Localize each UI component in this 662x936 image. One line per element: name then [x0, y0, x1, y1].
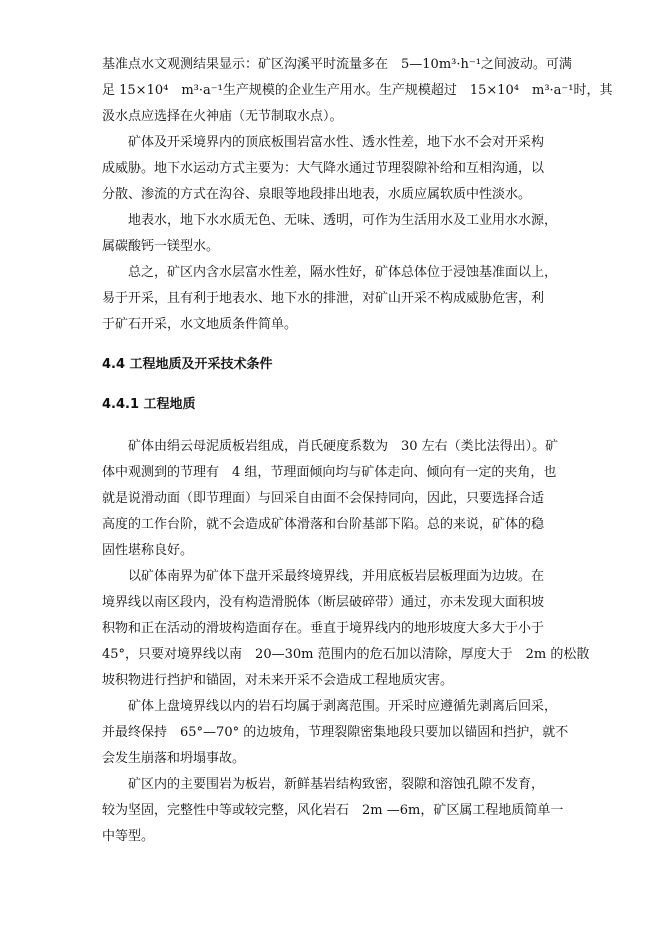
text-line: 以矿体南界为矿体下盘开采最终境界线，并用底板岩层板理面为边坡。在	[128, 569, 545, 584]
text-line: 体中观测到的节理有 4 组，节理面倾向均与矿体走向、倾向有一定的夹角，也	[102, 465, 557, 480]
text-line: 分散、渗流的方式在沟谷、泉眼等地段排出地表，水质应属软质中性淡水。	[102, 187, 532, 202]
text-line: 较为坚固，完整性中等或较完整，风化岩石 2m —6m，矿区属工程地质简单一	[102, 803, 564, 818]
text-line: 矿体上盘境界线以内的岩石均属于剥离范围。开采时应遵循先剥离后回采，	[128, 699, 558, 714]
text-line: 高度的工作台阶，就不会造成矿体滑落和台阶基部下陷。总的来说，矿体的稳	[102, 517, 545, 532]
text-line: 矿体由绢云母泥质板岩组成，肖氏硬度系数为 30 左右（类比法得出）。矿	[128, 439, 559, 454]
text-line: 地表水，地下水水质无色、无味、透明，可作为生活用水及工业用水水源，	[128, 213, 558, 228]
text-line: 45°，只要对境界线以南 20—30m 范围内的危石加以清除，厚度大于 2m 的松散	[102, 647, 590, 662]
text-line: 足 15×10⁴ m³·a⁻¹生产规模的企业生产用水。生产规模超过 15×10⁴ m³·a⁻¹时，其	[102, 83, 613, 98]
text-line: 固性堪称良好。	[102, 543, 194, 558]
text-line: 成威胁。地下水运动方式主要为：大气降水通过节理裂隙补给和互相沟通，以	[102, 161, 545, 176]
text-line: 并最终保持 65°—70° 的边坡角，节理裂隙密集地段只要加以锚固和挡护，就不	[102, 725, 569, 740]
text-line: 境界线以南区段内，没有构造滑脱体（断层破碎带）通过，亦未发现大面积坡	[102, 595, 545, 610]
text-line: 就是说滑动面（即节理面）与回采自由面不会保持同向，因此，只要选择合适	[102, 491, 545, 506]
text-line: 属碳酸钙一镁型水。	[102, 239, 220, 254]
text-line: 总之，矿区内含水层富水性差，隔水性好，矿体总体位于浸蚀基准面以上，	[128, 265, 558, 280]
text-line: 汲水点应选择在火神庙（无节制取水点）。	[102, 109, 343, 124]
text-line: 会发生崩落和坍塌事故。	[102, 751, 246, 766]
text-line: 矿区内的主要围岩为板岩，新鲜基岩结构致密，裂隙和溶蚀孔隙不发育，	[128, 777, 545, 792]
text-line: 易于开采，且有利于地表水、地下水的排泄，对矿山开采不构成威胁危害，利	[102, 291, 545, 306]
text-line: 矿体及开采境界内的顶底板围岩富水性、透水性差，地下水不会对开采构	[128, 135, 545, 150]
text-line: 坡积物进行挡护和锚固，对未来开采不会造成工程地质灾害。	[102, 673, 454, 688]
subsection-heading: 4.4.1 工程地质	[102, 397, 196, 412]
text-line: 中等型。	[102, 829, 155, 844]
text-line: 积物和正在活动的滑坡构造面存在。垂直于境界线内的地形坡度大多大于小于	[102, 621, 545, 636]
text-line: 基准点水文观测结果显示：矿区沟溪平时流量多在 5—10m³·h⁻¹之间波动。可满	[102, 57, 572, 72]
text-line: 于矿石开采，水文地质条件简单。	[102, 317, 298, 332]
section-heading: 4.4 工程地质及开采技术条件	[102, 357, 273, 372]
